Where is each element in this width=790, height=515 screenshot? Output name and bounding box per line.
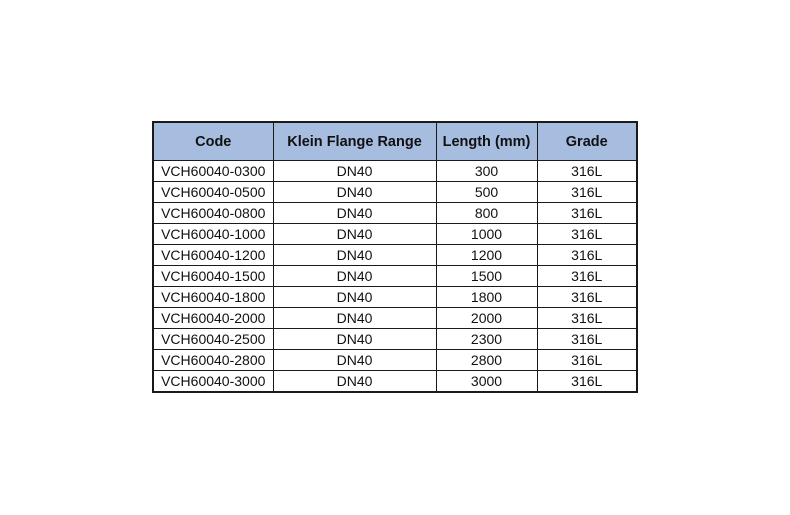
length-cell: 500 [436,182,537,203]
column-header-length: Length (mm) [436,122,537,161]
table-row [153,266,637,287]
code-cell: VCH60040-1200 [153,245,273,266]
table-row [153,329,637,350]
column-header-grade: Grade [537,122,637,161]
code-cell: VCH60040-2800 [153,350,273,371]
code-cell: VCH60040-1800 [153,287,273,308]
flange-range-cell: DN40 [273,308,436,329]
code-cell: VCH60040-0300 [153,161,273,182]
flange-range-cell: DN40 [273,287,436,308]
length-cell: 2800 [436,350,537,371]
flange-range-cell: DN40 [273,203,436,224]
column-header-flange-range: Klein Flange Range [273,122,436,161]
flange-range-cell: DN40 [273,182,436,203]
grade-cell: 316L [537,287,637,308]
length-cell: 3000 [436,371,537,393]
flange-range-cell: DN40 [273,371,436,393]
table-row [153,224,637,245]
code-cell: VCH60040-1500 [153,266,273,287]
table-row [153,371,637,393]
table-row [153,350,637,371]
table-header [153,122,637,161]
table-row [153,161,637,182]
grade-cell: 316L [537,266,637,287]
table-row [153,308,637,329]
product-table [152,121,638,393]
grade-cell: 316L [537,350,637,371]
code-cell: VCH60040-0800 [153,203,273,224]
length-cell: 800 [436,203,537,224]
flange-range-cell: DN40 [273,161,436,182]
flange-range-cell: DN40 [273,224,436,245]
code-cell: VCH60040-3000 [153,371,273,393]
product-table-container [152,121,638,393]
grade-cell: 316L [537,308,637,329]
length-cell: 2000 [436,308,537,329]
code-cell: VCH60040-2000 [153,308,273,329]
length-cell: 1500 [436,266,537,287]
column-header-code: Code [153,122,273,161]
grade-cell: 316L [537,329,637,350]
length-cell: 300 [436,161,537,182]
flange-range-cell: DN40 [273,245,436,266]
length-cell: 1000 [436,224,537,245]
table-body [153,161,637,393]
grade-cell: 316L [537,224,637,245]
length-cell: 2300 [436,329,537,350]
grade-cell: 316L [537,203,637,224]
grade-cell: 316L [537,161,637,182]
length-cell: 1200 [436,245,537,266]
flange-range-cell: DN40 [273,329,436,350]
table-row [153,182,637,203]
table-row [153,203,637,224]
flange-range-cell: DN40 [273,350,436,371]
table-row [153,245,637,266]
table-row [153,287,637,308]
code-cell: VCH60040-0500 [153,182,273,203]
grade-cell: 316L [537,245,637,266]
length-cell: 1800 [436,287,537,308]
flange-range-cell: DN40 [273,266,436,287]
grade-cell: 316L [537,182,637,203]
grade-cell: 316L [537,371,637,393]
code-cell: VCH60040-2500 [153,329,273,350]
header-row [153,122,637,161]
code-cell: VCH60040-1000 [153,224,273,245]
